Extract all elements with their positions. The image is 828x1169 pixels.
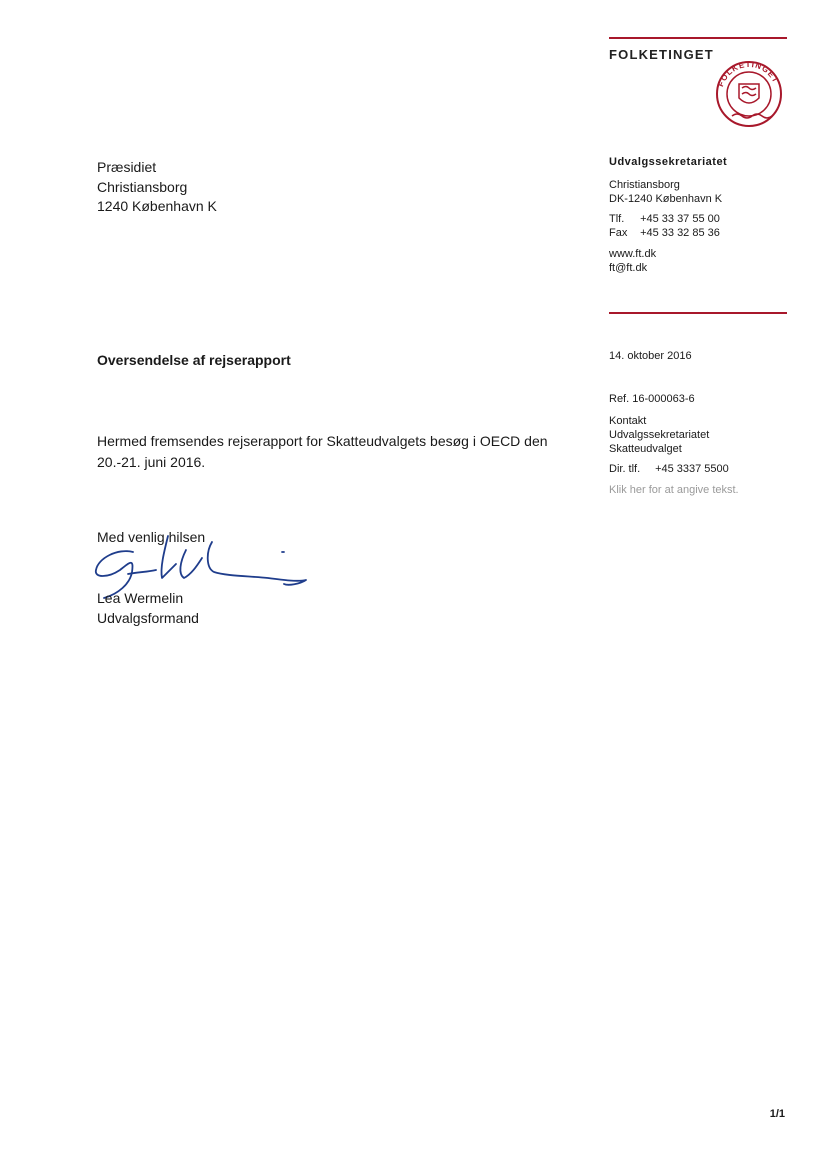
contact-label: Kontakt bbox=[609, 415, 647, 427]
signer-name: Lea Wermelin bbox=[97, 590, 184, 606]
letter-subject: Oversendelse af rejserapport bbox=[97, 352, 291, 368]
website-link[interactable]: www.ft.dk bbox=[609, 248, 657, 260]
tel-value: +45 33 37 55 00 bbox=[640, 213, 720, 225]
recipient-line: Præsidiet bbox=[97, 159, 157, 175]
contact-line: Skatteudvalget bbox=[609, 443, 682, 455]
reference-number: Ref. 16-000063-6 bbox=[609, 393, 695, 405]
closing-phrase: Med venlig hilsen bbox=[97, 529, 206, 545]
letter-date: 14. oktober 2016 bbox=[609, 350, 692, 362]
sender-contact bbox=[609, 247, 656, 275]
sender-rule bbox=[609, 312, 787, 314]
fax-value: +45 33 32 85 36 bbox=[640, 227, 720, 239]
fax-label: Fax bbox=[609, 227, 628, 239]
email-link[interactable]: ft@ft.dk bbox=[609, 262, 648, 274]
recipient-line: Christiansborg bbox=[97, 178, 188, 195]
letter-body: Hermed fremsendes rejserapport for Skatteudvalgets besøg i OECD den 20.-21. juni 2016. bbox=[97, 433, 548, 470]
sender-phones bbox=[609, 212, 720, 240]
org-name: FOLKETINGET bbox=[609, 47, 714, 62]
direct-phone-label: Dir. tlf. bbox=[609, 463, 641, 475]
tel-row bbox=[609, 212, 720, 226]
tel-label: Tlf. bbox=[609, 213, 625, 225]
placeholder-text-field[interactable]: Klik her for at angive tekst. bbox=[609, 484, 739, 496]
recipient-address bbox=[97, 158, 217, 217]
sender-address-line: DK-1240 København K bbox=[609, 193, 723, 205]
direct-phone-value: +45 3337 5500 bbox=[655, 463, 729, 475]
sender-address-line: Christiansborg bbox=[609, 179, 680, 191]
svg-text:FOLKETINGET: FOLKETINGET bbox=[716, 59, 781, 88]
folketinget-seal-icon bbox=[712, 58, 786, 128]
page-number: 1/1 bbox=[769, 1108, 785, 1120]
signer-block bbox=[97, 588, 199, 628]
sender-address bbox=[609, 178, 722, 206]
header-rule bbox=[609, 37, 787, 39]
recipient-line: 1240 København K bbox=[97, 198, 217, 214]
signer-title: Udvalgsformand bbox=[97, 610, 199, 626]
contact-line: Udvalgssekretariatet bbox=[609, 429, 710, 441]
sender-title: Udvalgssekretariatet bbox=[609, 156, 728, 168]
contact-block bbox=[609, 414, 709, 456]
direct-phone-row bbox=[609, 463, 729, 475]
fax-row bbox=[609, 226, 720, 240]
